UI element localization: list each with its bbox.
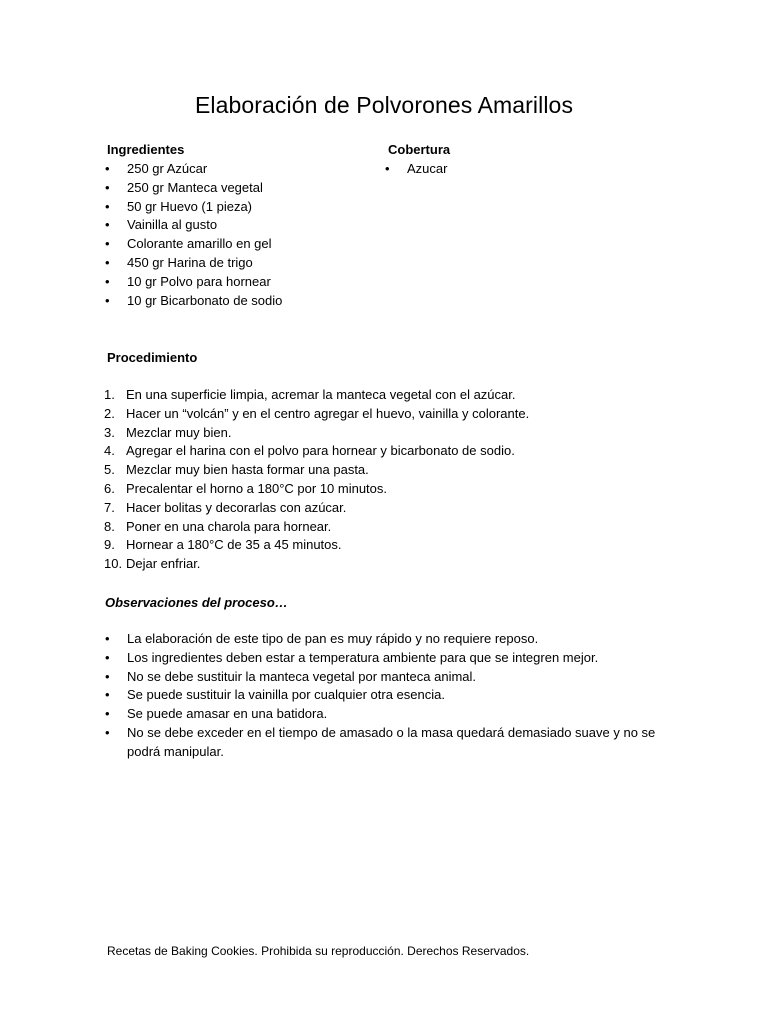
ingredient-text: 450 gr Harina de trigo	[127, 254, 253, 270]
bullet-icon: •	[105, 161, 110, 176]
step-number: 2.	[104, 405, 115, 421]
list-item	[105, 254, 365, 273]
step-item	[104, 536, 664, 555]
ingredient-text: 250 gr Manteca vegetal	[127, 179, 263, 195]
list-item	[105, 686, 665, 705]
step-item	[104, 461, 664, 480]
bullet-icon: •	[105, 668, 110, 684]
list-item	[105, 668, 665, 687]
list-item	[105, 198, 365, 217]
list-item	[105, 724, 665, 762]
step-number: 4.	[104, 443, 115, 459]
step-number: 1.	[104, 387, 115, 402]
list-item	[385, 160, 585, 179]
ingredients-heading: Ingredientes	[107, 142, 185, 157]
list-item	[105, 160, 365, 179]
observations-heading: Observaciones del proceso…	[105, 595, 288, 610]
coating-list	[385, 160, 585, 179]
step-item	[104, 424, 664, 443]
list-item	[105, 292, 365, 311]
observation-text: No se debe sustituir la manteca vegetal por manteca animal.	[127, 668, 477, 684]
bullet-icon: •	[105, 649, 110, 665]
procedure-heading: Procedimiento	[107, 350, 198, 365]
bullet-icon: •	[105, 198, 110, 214]
observations-list	[105, 630, 665, 762]
list-item	[105, 630, 665, 649]
observation-text: Los ingredientes deben estar a temperatura ambiente para que se integren mejor.	[127, 649, 599, 665]
bullet-icon: •	[105, 706, 110, 722]
step-item	[104, 518, 664, 537]
document-title: Elaboración de Polvorones Amarillos	[194, 92, 574, 118]
bullet-icon: •	[105, 254, 110, 270]
observation-text: Se puede amasar en una batidora.	[127, 706, 328, 722]
ingredient-text: Colorante amarillo en gel	[127, 236, 272, 252]
bullet-icon: •	[105, 687, 110, 703]
step-item	[104, 405, 664, 424]
step-number: 9.	[104, 537, 115, 553]
bullet-icon: •	[105, 724, 110, 740]
list-item	[105, 273, 365, 292]
step-item	[104, 499, 664, 518]
list-item	[105, 179, 365, 198]
observation-text: No se debe exceder en el tiempo de amasado o la masa quedará demasiado suave y no se podrá manipular.	[127, 724, 656, 759]
step-item	[104, 480, 664, 499]
procedure-steps	[104, 386, 664, 574]
step-number: 6.	[104, 480, 115, 496]
ingredient-text: 10 gr Polvo para hornear	[127, 273, 271, 289]
ingredient-text: 250 gr Azúcar	[127, 161, 208, 176]
list-item	[105, 216, 365, 235]
ingredient-text: 10 gr Bicarbonato de sodio	[127, 292, 283, 308]
bullet-icon: •	[385, 161, 390, 176]
step-text: Agregar el harina con el polvo para hornear y bicarbonato de sodio.	[126, 443, 515, 459]
ingredients-list	[105, 160, 365, 310]
list-item	[105, 235, 365, 254]
step-text: Mezclar muy bien hasta formar una pasta.	[126, 462, 369, 478]
observation-text: La elaboración de este tipo de pan es muy rápido y no requiere reposo.	[127, 631, 539, 646]
coating-heading: Cobertura	[388, 142, 451, 157]
bullet-icon: •	[105, 273, 110, 289]
step-item	[104, 442, 664, 461]
step-number: 3.	[104, 424, 115, 440]
bullet-icon: •	[105, 631, 110, 646]
coating-text: Azucar	[407, 161, 448, 176]
step-number: 7.	[104, 499, 115, 515]
step-text: Dejar enfriar.	[126, 556, 201, 572]
step-text: Precalentar el horno a 180°C por 10 minutos.	[126, 480, 388, 496]
step-item	[104, 555, 664, 574]
step-number: 10.	[104, 556, 123, 572]
observation-text: Se puede sustituir la vainilla por cualquier otra esencia.	[127, 687, 445, 703]
bullet-icon: •	[105, 236, 110, 252]
step-text: Hacer bolitas y decorarlas con azúcar.	[126, 499, 347, 515]
bullet-icon: •	[105, 217, 110, 233]
list-item	[105, 705, 665, 724]
step-text: Poner en una charola para hornear.	[126, 518, 332, 534]
step-item	[104, 386, 664, 405]
bullet-icon: •	[105, 179, 110, 195]
step-number: 8.	[104, 518, 115, 534]
footer-copyright: Recetas de Baking Cookies. Prohibida su reproducción. Derechos Reservados.	[107, 944, 530, 958]
step-text: Mezclar muy bien.	[126, 424, 232, 440]
ingredient-text: Vainilla al gusto	[127, 217, 218, 233]
step-text: Hornear a 180°C de 35 a 45 minutos.	[126, 537, 342, 553]
bullet-icon: •	[105, 292, 110, 308]
step-number: 5.	[104, 462, 115, 478]
ingredient-text: 50 gr Huevo (1 pieza)	[127, 198, 253, 214]
list-item	[105, 649, 665, 668]
step-text: En una superficie limpia, acremar la manteca vegetal con el azúcar.	[126, 387, 516, 402]
step-text: Hacer un “volcán” y en el centro agregar el huevo, vainilla y colorante.	[126, 405, 530, 421]
